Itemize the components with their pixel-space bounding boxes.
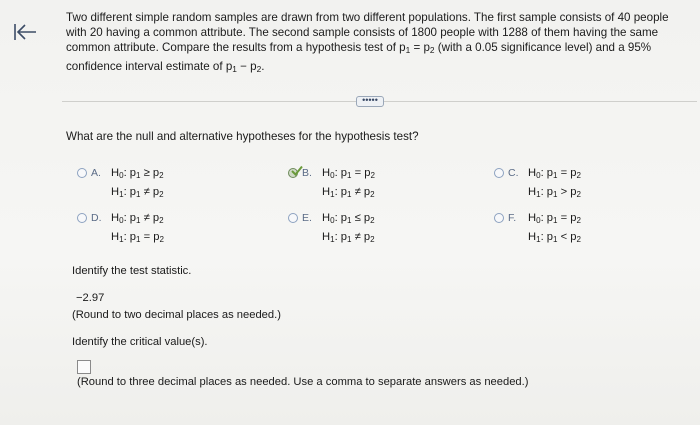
round-note-two-decimals: (Round to two decimal places as needed.) <box>72 309 281 321</box>
hypotheses-d: $H_0$: $p_1 \ne p_2$ $H_1$: $p_1 = p_2$ <box>111 212 164 245</box>
option-letter: E. <box>302 212 312 224</box>
option-a[interactable] <box>77 165 164 203</box>
hypotheses-b: $H_0$: $p_1 = p_2$ $H_1$: $p_1 \ne p_2$ <box>322 167 375 200</box>
checkmark-icon <box>291 165 303 177</box>
radio-f[interactable] <box>494 213 504 223</box>
option-d[interactable] <box>77 210 164 248</box>
round-note-three-decimals: (Round to three decimal places as needed. Use a comma to separate answers as needed.) <box>77 376 529 388</box>
option-c[interactable] <box>494 165 581 203</box>
option-letter: B. <box>302 167 312 179</box>
option-letter: C. <box>508 167 519 179</box>
option-letter: D. <box>91 212 102 224</box>
radio-d[interactable] <box>77 213 87 223</box>
radio-e[interactable] <box>288 213 298 223</box>
test-statistic-answer: −2.97 <box>76 292 105 304</box>
option-e[interactable] <box>288 210 375 248</box>
problem-statement: Two different simple random samples are drawn from two different populations. The first sample consists of 40 people with 20 having a common attribute. The second sample consists of 1800 people with 1288 of them having the same common attribute. Compare the results from a hypothesis test of $p_1 = p_2$ (with a 0.05 significance level) and a 95% confidence interval estimate of $p_1 - p_2$. <box>66 11 669 74</box>
radio-b[interactable] <box>288 168 298 178</box>
back-to-start-icon[interactable] <box>12 22 38 42</box>
option-b[interactable] <box>288 165 375 203</box>
hypotheses-f: $H_0$: $p_1 = p_2$ $H_1$: $p_1 < p_2$ <box>528 212 581 245</box>
hypotheses-a: $H_0$: $p_1 \ge p_2$ $H_1$: $p_1 \ne p_2$ <box>111 167 164 200</box>
radio-c[interactable] <box>494 168 504 178</box>
option-f[interactable] <box>494 210 581 248</box>
hypotheses-e: $H_0$: $p_1 \le p_2$ $H_1$: $p_1 \ne p_2$ <box>322 212 375 245</box>
hypotheses-c: $H_0$: $p_1 = p_2$ $H_1$: $p_1 > p_2$ <box>528 167 581 200</box>
critical-value-input[interactable] <box>77 360 91 374</box>
test-statistic-label: Identify the test statistic. <box>72 265 192 277</box>
critical-value-label: Identify the critical value(s). <box>72 336 208 348</box>
expand-ellipsis-button[interactable]: ••••• <box>356 96 384 107</box>
option-letter: F. <box>508 212 517 224</box>
option-letter: A. <box>91 167 101 179</box>
question-prompt: What are the null and alternative hypotheses for the hypothesis test? <box>66 130 419 143</box>
radio-a[interactable] <box>77 168 87 178</box>
